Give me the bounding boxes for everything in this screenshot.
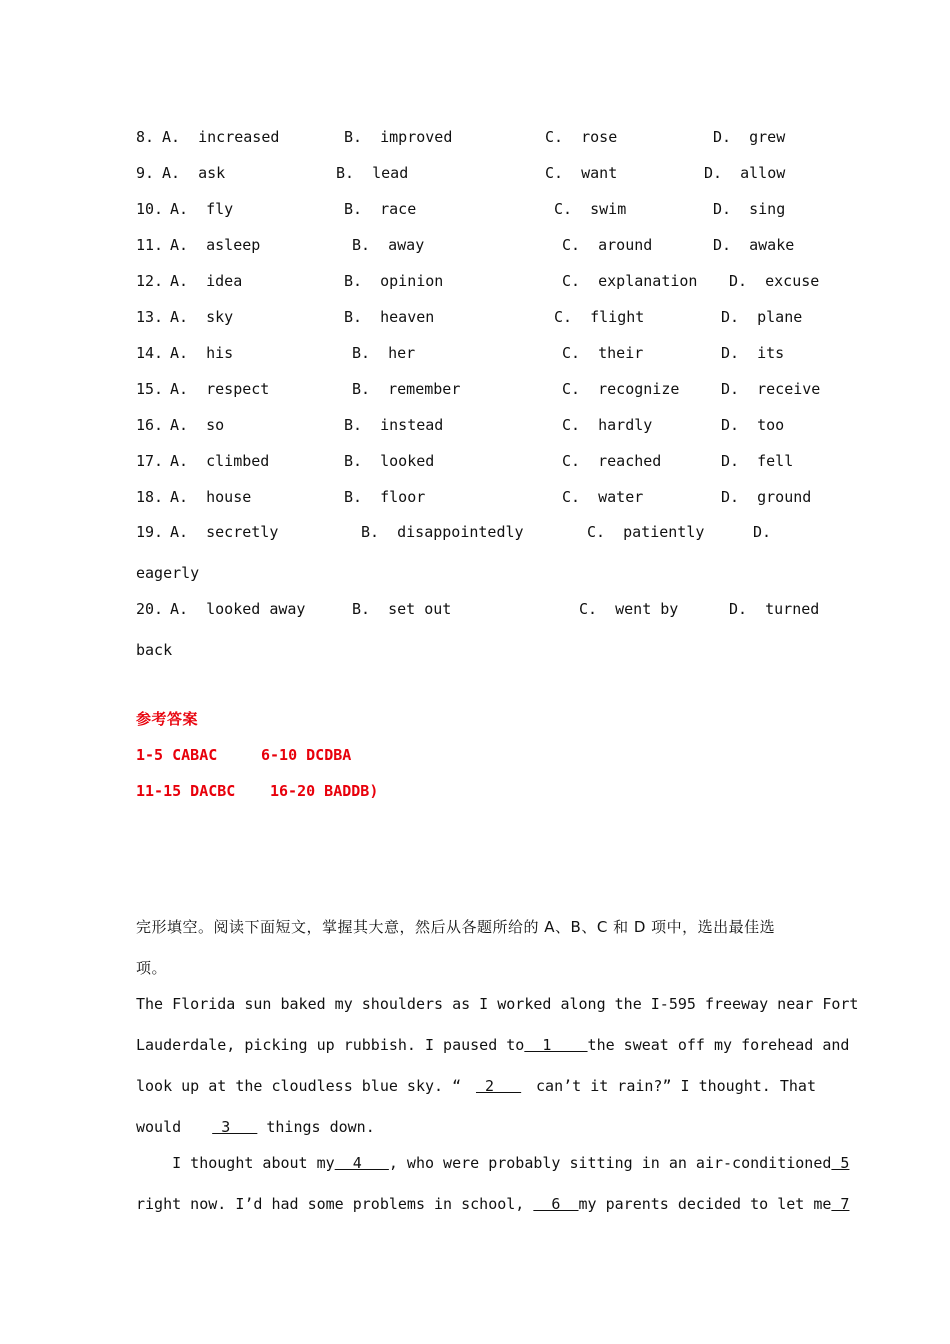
answer-range: 1-5 CABAC [136, 746, 218, 764]
option-a: A. house [170, 488, 252, 506]
option-b: B. opinion [344, 272, 444, 290]
option-d: D. excuse [729, 272, 820, 290]
option-c: C. patiently [587, 523, 705, 541]
passage-text: things down. [257, 1118, 375, 1136]
option-b: B. away [352, 236, 425, 254]
option-c: C. their [562, 344, 644, 362]
option-d: D. allow [704, 164, 786, 182]
question-number: 13. [136, 308, 164, 326]
option-d-continuation: back [136, 641, 173, 659]
blank-1: 1 [524, 1036, 588, 1054]
option-a: A. sky [170, 308, 234, 326]
passage-text: the sweat off my forehead and [587, 1036, 850, 1054]
answer-range: 6-10 DCDBA [261, 746, 352, 764]
option-c: C. went by [579, 600, 679, 618]
passage-line [136, 992, 859, 1016]
option-b: B. disappointedly [361, 523, 524, 541]
option-b: B. lead [336, 164, 409, 182]
option-d: D. awake [713, 236, 795, 254]
question-row-19 [136, 520, 772, 544]
answer-range: 11-15 DACBC [136, 782, 236, 800]
option-a: A. idea [170, 272, 243, 290]
option-b: B. race [344, 200, 417, 218]
option-d: D. grew [713, 128, 786, 146]
passage-text: can’t it rain?” I thought. That [536, 1077, 816, 1095]
blank-2: 2 [475, 1077, 522, 1095]
option-b: B. remember [352, 380, 461, 398]
question-number: 11. [136, 236, 164, 254]
option-b: B. instead [344, 416, 444, 434]
option-c: C. water [562, 488, 644, 506]
option-a: A. asleep [170, 236, 261, 254]
option-a: A. respect [170, 380, 270, 398]
answer-key-heading: 参考答案 [136, 710, 199, 728]
option-c: C. reached [562, 452, 662, 470]
blank-5: 5 [831, 1154, 850, 1172]
passage-text: The Florida sun baked my shoulders as I worked along the I-595 freeway near Fort [136, 995, 859, 1013]
option-a: A. fly [170, 200, 234, 218]
question-number: 14. [136, 344, 164, 362]
question-number: 12. [136, 272, 164, 290]
option-c: C. swim [554, 200, 627, 218]
passage-line [136, 1192, 850, 1216]
option-a: A. so [170, 416, 225, 434]
option-b: B. heaven [344, 308, 435, 326]
option-b: B. set out [352, 600, 452, 618]
option-b: B. looked [344, 452, 435, 470]
question-number: 19. [136, 523, 164, 541]
question-number: 20. [136, 600, 164, 618]
option-c: C. flight [554, 308, 645, 326]
passage-line [136, 1115, 816, 1139]
option-c: C. rose [545, 128, 618, 146]
passage-text: right now. I’d had some problems in school, [136, 1195, 534, 1213]
option-d: D. plane [721, 308, 803, 326]
option-d: D. too [721, 416, 785, 434]
question-number: 10. [136, 200, 164, 218]
question-number: 8. [136, 128, 155, 146]
passage-text: would [136, 1118, 191, 1136]
question-row-20 [136, 597, 820, 621]
passage-text: I thought about my [136, 1154, 335, 1172]
option-c: C. around [562, 236, 653, 254]
option-d: D. turned [729, 600, 820, 618]
option-c: C. hardly [562, 416, 653, 434]
answer-range: 16-20 BADDB) [270, 782, 379, 800]
question-number: 17. [136, 452, 164, 470]
option-a: A. ask [162, 164, 226, 182]
instruction-text: 项。 [136, 959, 168, 977]
passage-text: , who were probably sitting in an air-conditioned [388, 1154, 832, 1172]
blank-7: 7 [831, 1195, 850, 1213]
option-d: D. ground [721, 488, 812, 506]
passage-text: look up at the cloudless blue sky. “ [136, 1077, 462, 1095]
question-number: 18. [136, 488, 164, 506]
option-d: D. its [721, 344, 785, 362]
option-b: B. floor [344, 488, 426, 506]
option-a: A. secretly [170, 523, 279, 541]
option-d-continuation: eagerly [136, 564, 200, 582]
passage-text: Lauderdale, picking up rubbish. I paused to [136, 1036, 525, 1054]
option-d: D. fell [721, 452, 794, 470]
option-d: D. receive [721, 380, 821, 398]
option-a: A. climbed [170, 452, 270, 470]
option-a: A. looked away [170, 600, 306, 618]
option-d: D. sing [713, 200, 786, 218]
option-a: A. his [170, 344, 234, 362]
blank-6: 6 [533, 1195, 579, 1213]
question-number: 9. [136, 164, 155, 182]
passage-line [136, 1074, 816, 1098]
passage-line [136, 1033, 850, 1057]
blank-3: 3 [212, 1118, 258, 1136]
option-a: A. increased [162, 128, 280, 146]
question-number: 16. [136, 416, 164, 434]
question-number: 15. [136, 380, 164, 398]
option-c: C. explanation [562, 272, 698, 290]
option-c: C. recognize [562, 380, 680, 398]
option-b: B. her [352, 344, 416, 362]
blank-4: 4 [334, 1154, 389, 1172]
option-c: C. want [545, 164, 618, 182]
instruction-text: 完形填空。阅读下面短文，掌握其大意，然后从各题所给的 A、B、C 和 D 项中，选出最佳选 [136, 918, 776, 936]
passage-line [136, 1151, 850, 1175]
option-d: D. [753, 523, 772, 541]
passage-text: my parents decided to let me [578, 1195, 832, 1213]
option-b: B. improved [344, 128, 453, 146]
